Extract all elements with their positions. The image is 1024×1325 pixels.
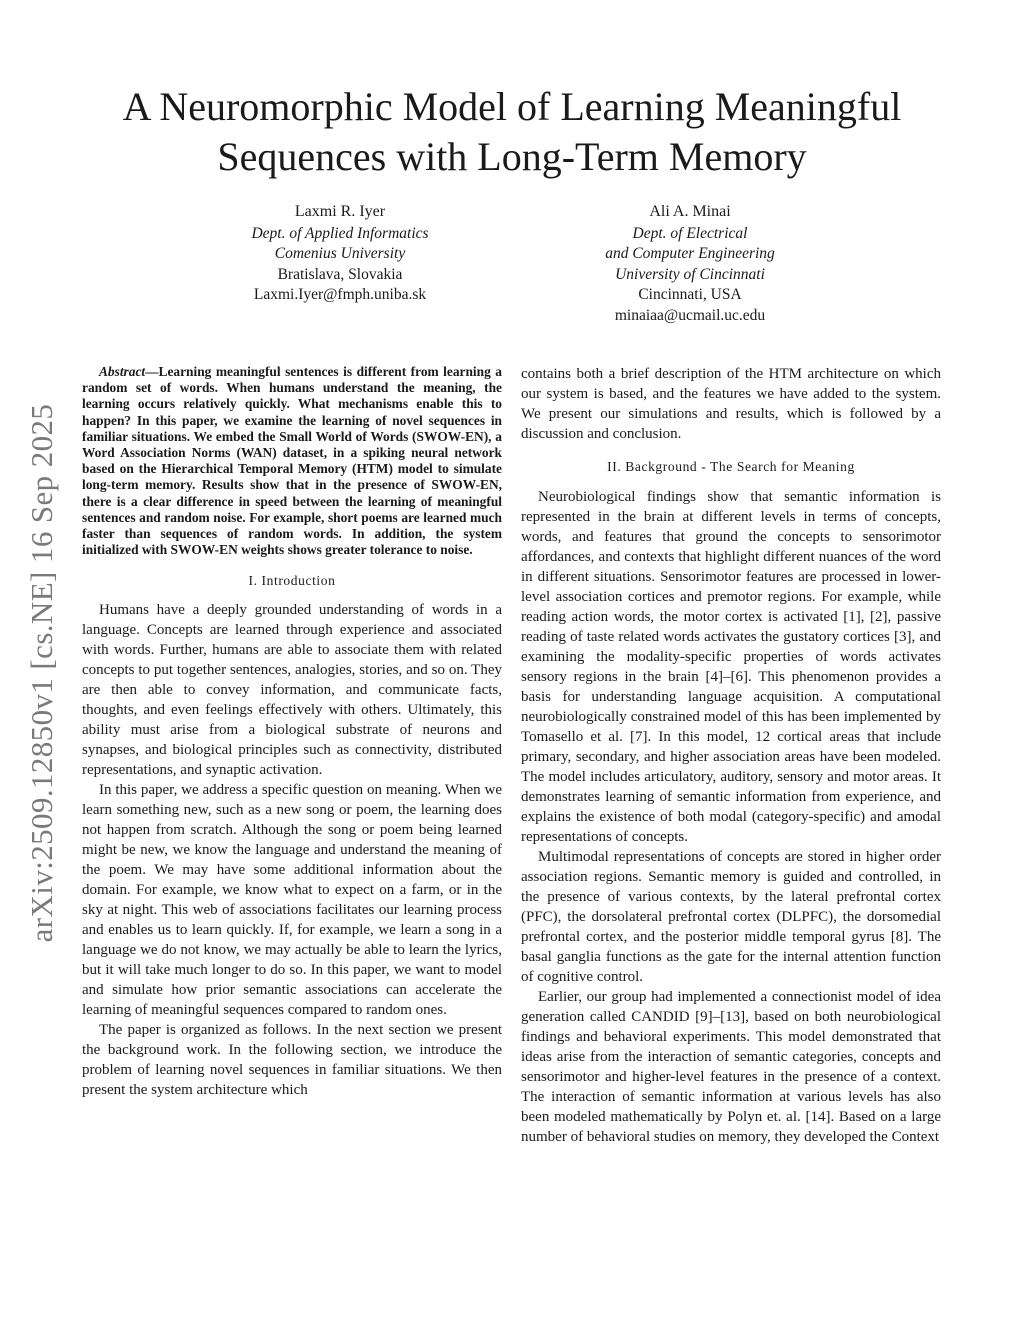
title-line-2: Sequences with Long-Term Memory — [217, 134, 807, 179]
section-heading-introduction: I. Introduction — [248, 573, 336, 589]
author-email[interactable]: Laxmi.Iyer@fmph.uniba.sk — [253, 286, 427, 304]
paper-title — [60, 82, 964, 182]
author-location: Bratislava, Slovakia — [277, 265, 403, 283]
section-heading-background: II. Background - The Search for Meaning — [607, 459, 855, 474]
author-department: Dept. of Applied Informatics — [251, 224, 429, 242]
author-department: and Computer Engineering — [605, 245, 775, 263]
paragraph: Earlier, our group had implemented a connectionist model of idea generation called CANDID [9]–[13], based on both neurobiological findings and behavioral experiments. This model demonstrated that ideas arise from the interaction of semantic categories, concepts and sensorimotor and higher-level features in the presence of a context. The interaction of semantic information at various levels has also been modeled mathematically by Polyn et. al. [14]. Based on a large number of behavioral studies on memory, they developed the Context — [521, 989, 941, 1145]
abstract — [82, 364, 502, 558]
author-block-2 — [520, 202, 860, 327]
paragraph: Humans have a deeply grounded understanding of words in a language. Concepts are learned through experience and associated with words. Further, humans are able to associate them with related concepts to put together sentences, analogies, stories, and so on. They are then able to convey information, and communicate facts, thoughts, and even feelings effectively with others. Ultimately, this ability must arise from a biological substrate of neurons and synapses, and biological principles such as connectivity, distributed representations, and synaptic activation. — [82, 602, 502, 779]
paragraph: In this paper, we address a specific question on meaning. When we learn something new, such as a new song or poem, the learning does not happen from scratch. Although the song or poem being learned might be new, we know the language and understand the meaning of the poem. We may have some additional information about the domain. For example, we know what to expect on a farm, or in the sky at night. This web of associations facilitates our learning process and enables us to learn quickly. If, for example, we learn a song in a language we do not know, we may actually be able to learn the lyrics, but it will take much longer to do so. In this paper, we want to model and simulate how prior semantic associations can accelerate the learning of meaningful sequences compared to random ones. — [82, 782, 502, 1019]
author-name: Laxmi R. Iyer — [294, 203, 386, 220]
abstract-label: Abstract — [99, 364, 146, 379]
paragraph: Neurobiological findings show that semantic information is represented in the brain at different levels in terms of concepts, words, and features that ground the concepts to sensorimotor affordances, and contexts that highlight different nuances of the word in different situations. Sensorimotor features are processed in lower-level association cortices and premotor regions. For example, while reading action words, the motor cortex is activated [1], [2], passive reading of taste related words activates the gustatory cortices [3], and examining the modality-specific properties of words activates sensory regions in the brain [4]–[6]. This phenomenon provides a basis for understanding language acquisition. A computational neurobiologically constrained model of this has been implemented by Tomasello et al. [7]. In this model, 12 cortical areas that include primary, secondary, and higher association areas have been modeled. The model includes articulatory, auditory, sensory and motor areas. It demonstrates learning of semantic information from experience, and explains the existence of both modal (category-specific) and amodal representations of concepts. — [521, 489, 941, 845]
abstract-text: —Learning meaningful sentences is different from learning a random set of words. When humans understand the meaning, the learning occurs relatively quickly. What mechanisms enable this to happen? In this paper, we examine the learning of novel sequences in familiar situations. We embed the Small World of Words (SWOW-EN), a Word Association Norms (WAN) dataset, in a spiking neural network based on the Hierarchical Temporal Memory (HTM) model to simulate long-term memory. Results show that in the presence of SWOW-EN, there is a clear difference in speed between the learning of meaningful sentences and random noise. For example, short poems are learned much faster than sequences of random words. In addition, the system initialized with SWOW-EN weights shows greater tolerance to noise. — [82, 364, 502, 558]
paragraph: Multimodal representations of concepts are stored in higher order association regions. Semantic memory is guided and controlled, in the presence of various contexts, by the lateral prefrontal cortex (PFC), the dorsolateral prefrontal cortex (DLPFC), the dorsomedial prefrontal cortex, and the posterior middle temporal gyrus [8]. The basal ganglia functions as the gate for the internal attention function of cognitive control. — [521, 849, 941, 985]
author-organization: University of Cincinnati — [615, 265, 765, 283]
author-department: Dept. of Electrical — [632, 224, 748, 242]
author-location: Cincinnati, USA — [638, 286, 742, 304]
author-block-1 — [170, 202, 510, 306]
paragraph: contains both a brief description of the HTM architecture on which our system is based, and the features we have added to the system. We present our simulations and results, which is followed by a discussion and conclusion. — [521, 366, 941, 442]
author-email[interactable]: minaiaa@ucmail.uc.edu — [614, 306, 766, 324]
paragraph: The paper is organized as follows. In the next section we present the background work. In the following section, we introduce the problem of learning novel sequences in familiar situations. We then present the system architecture which — [82, 1022, 502, 1099]
arxiv-side-stamp[interactable]: arXiv:2509.12850v1 [cs.NE] 16 Sep 2025 — [24, 403, 59, 943]
author-name: Ali A. Minai — [649, 203, 731, 220]
right-column — [521, 364, 941, 1147]
left-column — [82, 364, 502, 1100]
author-organization: Comenius University — [274, 245, 406, 263]
title-line-1: A Neuromorphic Model of Learning Meaningful — [122, 84, 902, 129]
